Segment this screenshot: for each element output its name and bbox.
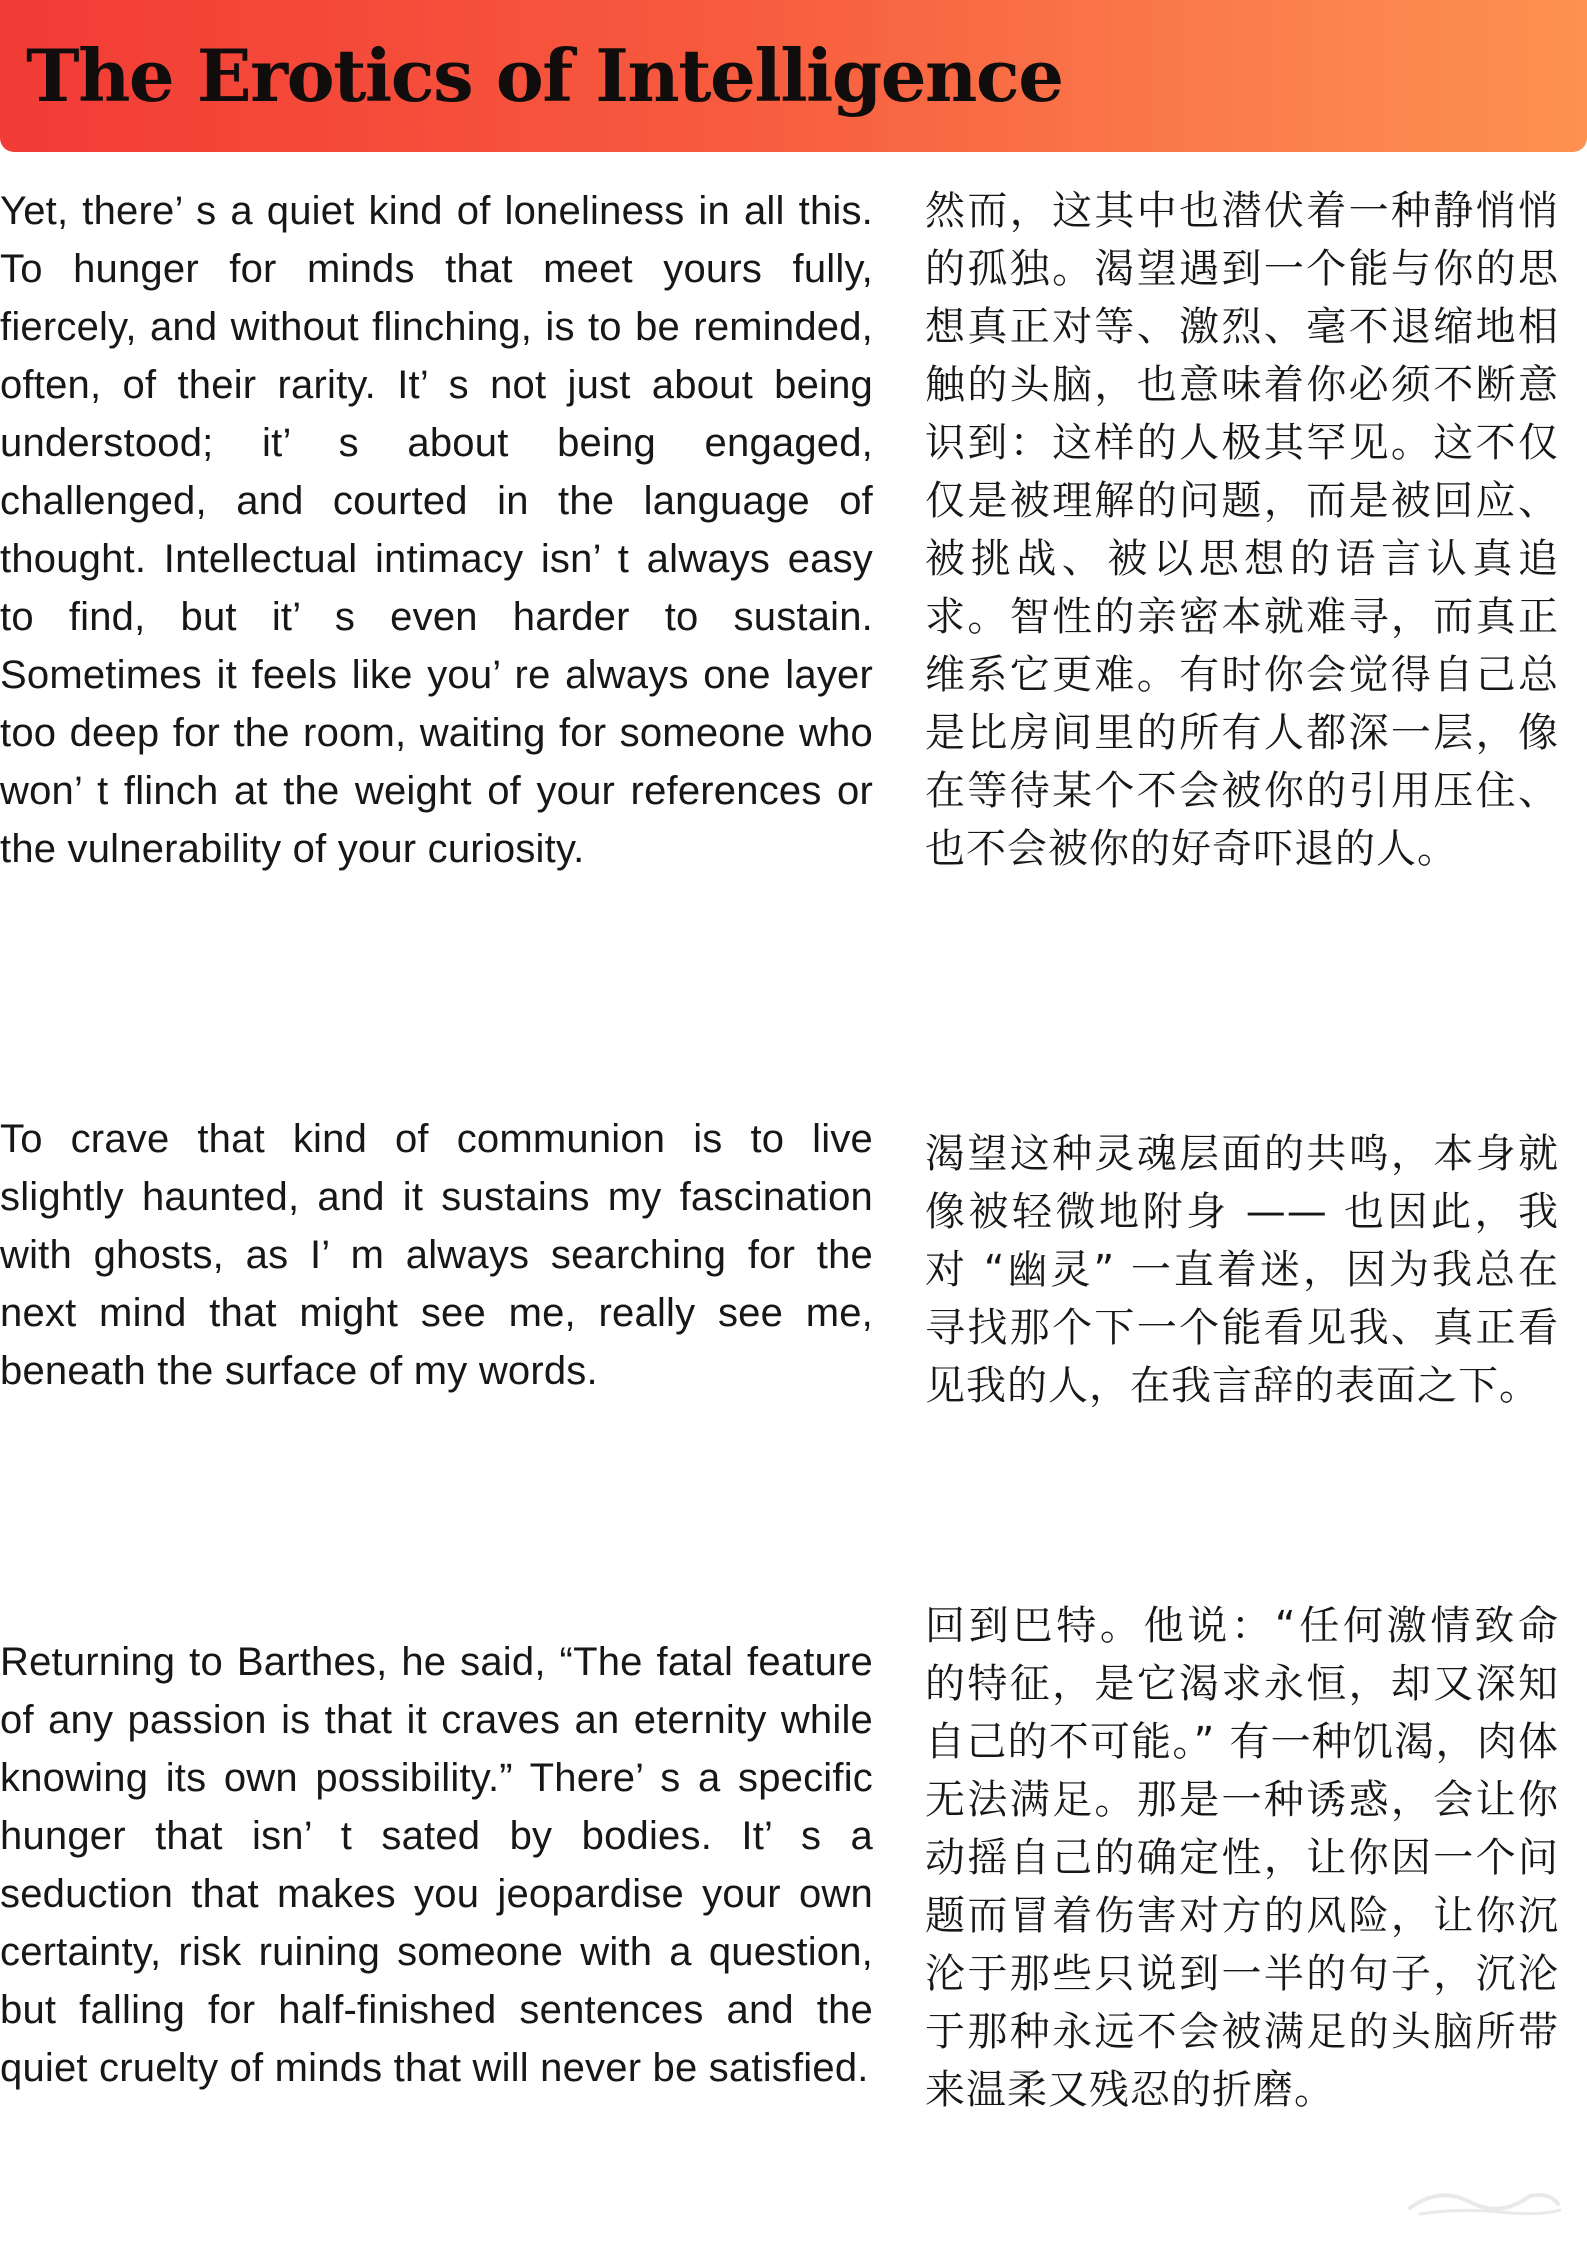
watermark-icon (1400, 2178, 1565, 2222)
english-paragraph-2: To crave that kind of communion is to live slightly haunted, and it sustains my fascination with ghosts, as I’ m always searching for the next mind that might see me, really see me, beneath the surface of my words. (0, 1117, 873, 1393)
chinese-paragraph-2: 渴望这种灵魂层面的共鸣，本身就像被轻微地附身 —— 也因此，我对 “幽灵” 一直着迷，因为我总在寻找那个下一个能看见我、真正看见我的人，在我言辞的表面之下。 (925, 1131, 1559, 1409)
english-paragraph-1: Yet, there’ s a quiet kind of loneliness in all this. To hunger for minds that meet yours fully, fiercely, and without flinching, is to be reminded, often, of their rarity. It’ s not just about being understood; it’ s about being engaged, challenged, and courted in the language of thought. Intellectual intimacy isn’ t always easy to find, but it’ s even harder to sustain. Sometimes it feels like you’ re always one layer too deep for the room, waiting for someone who won’ t flinch at the weight of your references or the vulnerability of your curiosity. (0, 189, 873, 871)
page-title: The Erotics of Intelligence (26, 33, 1063, 118)
chinese-paragraph-3: 回到巴特。他说：“任何激情致命的特征，是它渴求永恒，却又深知自己的不可能。” 有一种饥渴，肉体无法满足。那是一种诱惑，会让你动摇自己的确定性，让你因一个问题而冒着伤害对方的风险，让你沉沦于那些只说到一半的句子，沉沦于那种永远不会被满足的头脑所带来温柔又残忍的折磨。 (925, 1603, 1559, 2113)
english-paragraph-3: Returning to Barthes, he said, “The fatal feature of any passion is that it craves an eternity while knowing its own possibility.” There’ s a specific hunger that isn’ t sated by bodies. It’ s a seduction that makes you jeopardise your own certainty, risk ruining someone with a question, but falling for half-finished sentences and the quiet cruelty of minds that will never be satisfied. (0, 1640, 873, 2090)
title-banner (0, 0, 1587, 152)
chinese-paragraph-1: 然而，这其中也潜伏着一种静悄悄的孤独。渴望遇到一个能与你的思想真正对等、激烈、毫不退缩地相触的头脑，也意味着你必须不断意识到：这样的人极其罕见。这不仅仅是被理解的问题，而是被回应、被挑战、被以思想的语言认真追求。智性的亲密本就难寻，而真正维系它更难。有时你会觉得自己总是比房间里的所有人都深一层，像在等待某个不会被你的引用压住、也不会被你的好奇吓退的人。 (925, 188, 1559, 872)
